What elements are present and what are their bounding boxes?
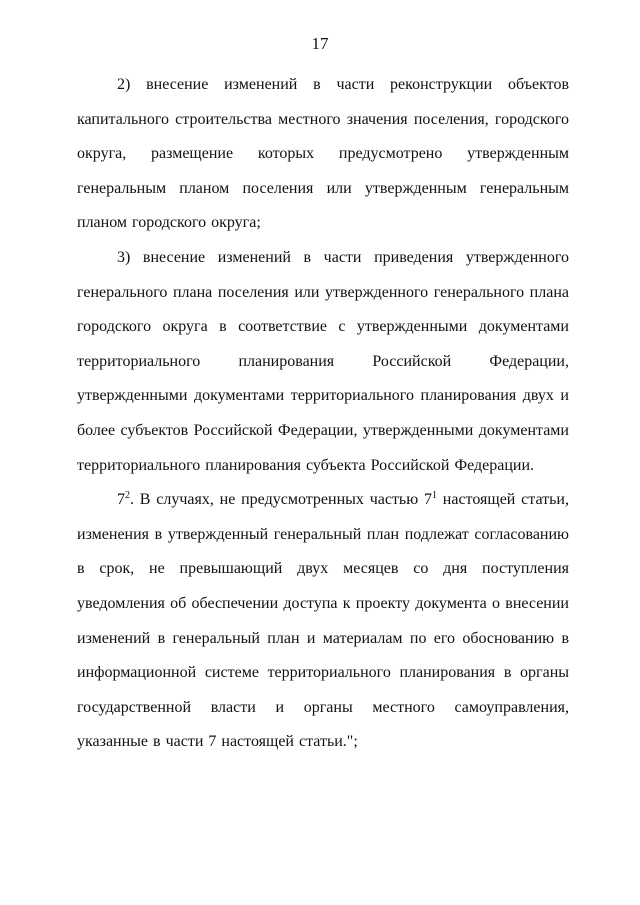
part-number-superscript: 2: [125, 490, 130, 502]
paragraph-part-7-2: [77, 483, 569, 760]
document-body: [77, 68, 569, 760]
page-number: 17: [311, 34, 329, 53]
paragraph-item-2: 2) внесение изменений в части реконструкции объектов капитального строительства местного значения поселения, городского округа, размещение которых предусмотрено утвержденным генеральным планом поселения или утвержденным генеральным планом городского округа;: [77, 76, 569, 232]
reference-superscript: 1: [431, 490, 437, 502]
part-number: 7: [117, 491, 125, 509]
paragraph-text-end: настоящей статьи, изменения в утвержденный генеральный план подлежат согласованию в срок, не превышающий двух месяцев со дня поступления уведомления об обеспечении доступа к проекту документа о внесении изменений в генеральный план и материалам по его обоснованию в информационной системе территориального планирования в органы государственной власти и органы местного самоуправления, указанные в части 7 настоящей статьи.";: [77, 491, 569, 751]
paragraph-item-3: 3) внесение изменений в части приведения утвержденного генерального плана поселения или утвержденного генерального плана городского округа в соответствие с утвержденными документами территориального планирования Российской Федерации, утвержденными документами территориального планирования двух и более субъектов Российской Федерации, утвержденными документами территориального планирования субъекта Российской Федерации.: [77, 248, 569, 474]
paragraph-text-start: . В случаях, не предусмотренных частью 7: [130, 491, 432, 509]
